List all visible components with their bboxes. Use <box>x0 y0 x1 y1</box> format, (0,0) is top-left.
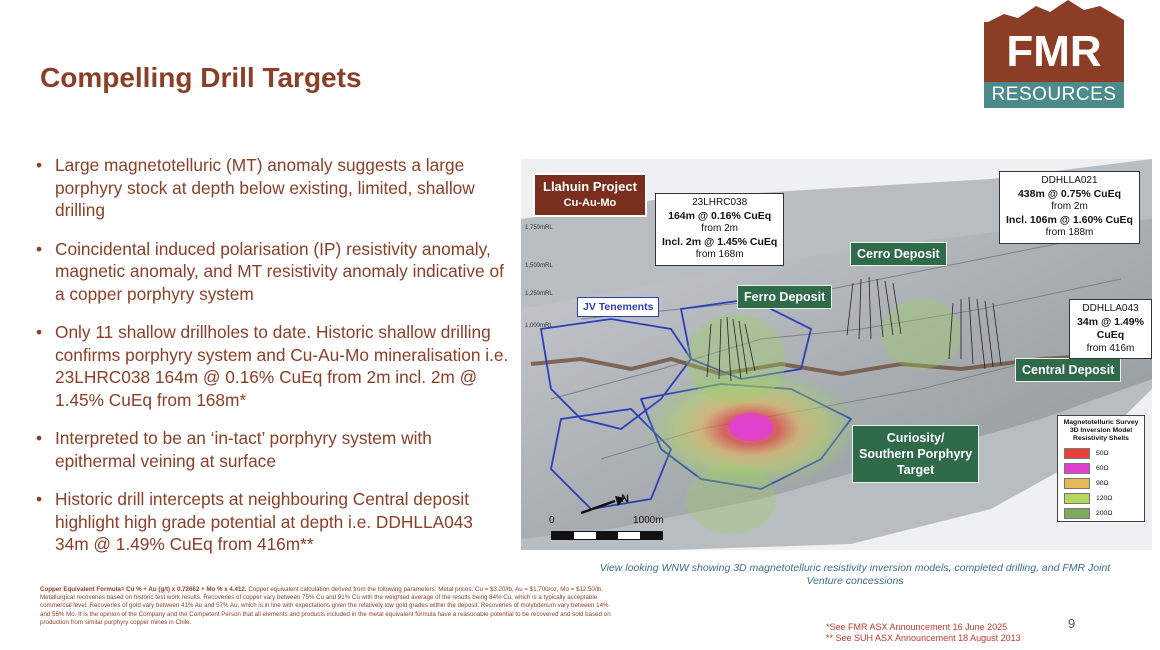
legend-label: 50Ω <box>1096 450 1109 457</box>
bullet-text: Interpreted to be an ‘in-tact’ porphyry system with epithermal veining at surface <box>55 428 432 471</box>
formula-title: Copper Equivalent Formula= Cu % + Au (g/t) x 0.72662 + Mo % x 4.412. <box>40 586 247 593</box>
project-map <box>521 159 1152 550</box>
callout-line: from 2m <box>1051 201 1088 212</box>
map-caption: View looking WNW showing 3D magnetotelluric resistivity inversion models, completed drilling, and FMR Joint Venture concessions <box>599 562 1111 587</box>
scale-end: 1000m <box>633 515 664 526</box>
formula-text: Copper equivalent calculation derived from the following parameters: Metal prices: Cu = $3.20/lb, Au = $1,700/oz, Mo = $12.50/lb. Metallurgical recoveries based on historic test work results. Recoveries of copper vary between 75% Cu and 91% Cu with the weighted average of the results being 84% Cu, which is a typically acceptable commercial level. Recoveries of gold vary between 41% Au and 57% Au, which is in line with expectations given the relatively low gold grades within the deposit. Recoveries of molybdenum vary between 14% and 56% Mo. It is the opinion of the Company and the Competent Person that all elements and products included in the metal equivalent formula have a reasonable potential to be recovered and sold based on production from similar porphyry copper mines in Chile. <box>40 586 611 626</box>
curiosity-line-1: Curiosity/ <box>886 431 945 445</box>
callout-line: Incl. 2m @ 1.45% CuEq <box>662 235 778 248</box>
callout-line: from 416m <box>1086 342 1135 354</box>
legend-item <box>1058 461 1144 476</box>
bullet-item: • Large magnetotelluric (MT) anomaly suggests a large porphyry stock at depth below existing, limited, shallow drilling <box>36 155 475 220</box>
central-deposit-label: Central Deposit <box>1015 358 1121 382</box>
footnotes <box>826 622 1021 644</box>
bullet-list <box>30 154 510 572</box>
elev-label: 1,000mRL <box>525 323 553 329</box>
legend-label: 120Ω <box>1096 495 1113 502</box>
callout-ddhlla021 <box>999 171 1140 244</box>
callout-line: from 188m <box>1045 227 1094 238</box>
north-label: N <box>621 493 629 505</box>
legend-item <box>1058 446 1144 461</box>
callout-line: 164m @ 0.16% CuEq <box>668 209 772 222</box>
legend-label: 90Ω <box>1096 480 1109 487</box>
callout-line: 438m @ 0.75% CuEq <box>1017 187 1121 200</box>
legend-item <box>1058 506 1144 521</box>
legend-item <box>1058 476 1144 491</box>
bullet-item: • Coincidental induced polarisation (IP) resistivity anomaly, magnetic anomaly, and MT resistivity anomaly indicative of a copper porphyry system <box>36 238 504 304</box>
mountain-icon <box>984 0 1124 24</box>
cerro-deposit-label: Cerro Deposit <box>850 242 947 266</box>
curiosity-line-2: Southern Porphyry <box>859 447 973 461</box>
legend-swatch <box>1064 463 1090 474</box>
logo-fmr-text: FMR <box>984 22 1124 82</box>
legend-swatch <box>1064 478 1090 489</box>
bullet-text: Large magnetotelluric (MT) anomaly suggests a large porphyry stock at depth below existing, limited, shallow drilling <box>55 155 475 220</box>
legend-label: 60Ω <box>1096 465 1109 472</box>
elev-label: 1,750mRL <box>525 225 553 231</box>
logo-resources-text: RESOURCES <box>984 82 1124 108</box>
callout-23lhrc038 <box>655 193 784 266</box>
legend-swatch <box>1064 508 1090 519</box>
callout-line: DDHLLA021 <box>1041 175 1098 186</box>
elev-label: 1,500mRL <box>525 263 553 269</box>
legend-swatch <box>1064 493 1090 504</box>
footnote: ** See SUH ASX Announcement 18 August 2013 <box>826 633 1021 643</box>
callout-line: DDHLLA043 <box>1082 303 1139 314</box>
page-number: 9 <box>1068 616 1076 631</box>
curiosity-line-3: Target <box>896 463 935 477</box>
legend-title: Magnetotelluric Survey 3D Inversion Model Resistivity Shells <box>1063 419 1139 442</box>
bullet-item: • Interpreted to be an ‘in-tact’ porphyry system with epithermal veining at surface <box>36 428 432 471</box>
callout-line: from 168m <box>695 249 744 260</box>
callout-line: Incl. 106m @ 1.60% CuEq <box>1006 213 1133 226</box>
fmr-logo <box>984 0 1124 108</box>
resistivity-legend <box>1057 415 1145 522</box>
bullet-item: • Only 11 shallow drillholes to date. Historic shallow drilling confirms porphyry system and Cu-Au-Mo mineralisation i.e. 23LHRC038 164m @ 0.16% CuEq from 2m incl. 2m @ 1.45% CuEq from 168m* <box>36 322 509 410</box>
scale-bar <box>551 531 663 540</box>
callout-line: 34m @ 1.49% CuEq <box>1077 315 1144 341</box>
project-title-box <box>533 173 647 217</box>
ferro-deposit-label: Ferro Deposit <box>737 285 832 309</box>
bullet-text: Historic drill intercepts at neighbouring Central deposit highlight high grade potential at depth i.e. DDHLLA043 34m @ 1.49% CuEq from 416m** <box>55 489 473 554</box>
legend-label: 200Ω <box>1096 510 1113 517</box>
callout-ddhlla043 <box>1069 299 1152 359</box>
project-title: Llahuin Project <box>543 179 637 194</box>
bullet-text: Coincidental induced polarisation (IP) resistivity anomaly, magnetic anomaly, and MT resistivity anomaly indicative of a copper porphyry system <box>55 238 504 304</box>
jv-tenements-label: JV Tenements <box>577 297 659 317</box>
callout-line: 23LHRC038 <box>692 197 748 208</box>
cueq-formula-note <box>40 586 615 627</box>
footnote: *See FMR ASX Announcement 16 June 2025 <box>826 622 1008 632</box>
project-subtitle: Cu-Au-Mo <box>563 197 617 209</box>
page-title: Compelling Drill Targets <box>40 62 362 93</box>
legend-swatch <box>1064 448 1090 459</box>
bullet-item: • Historic drill intercepts at neighbouring Central deposit highlight high grade potential at depth i.e. DDHLLA043 34m @ 1.49% CuEq from 416m** <box>36 489 473 554</box>
scale-start: 0 <box>549 515 555 526</box>
legend-item <box>1058 491 1144 506</box>
callout-line: from 2m <box>701 223 738 234</box>
curiosity-target-label <box>852 425 979 483</box>
bullet-text: Only 11 shallow drillholes to date. Historic shallow drilling confirms porphyry system and Cu-Au-Mo mineralisation i.e. 23LHRC038 164m @ 0.16% CuEq from 2m incl. 2m @ 1.45% CuEq from 168m* <box>55 322 509 410</box>
elev-label: 1,250mRL <box>525 291 553 297</box>
